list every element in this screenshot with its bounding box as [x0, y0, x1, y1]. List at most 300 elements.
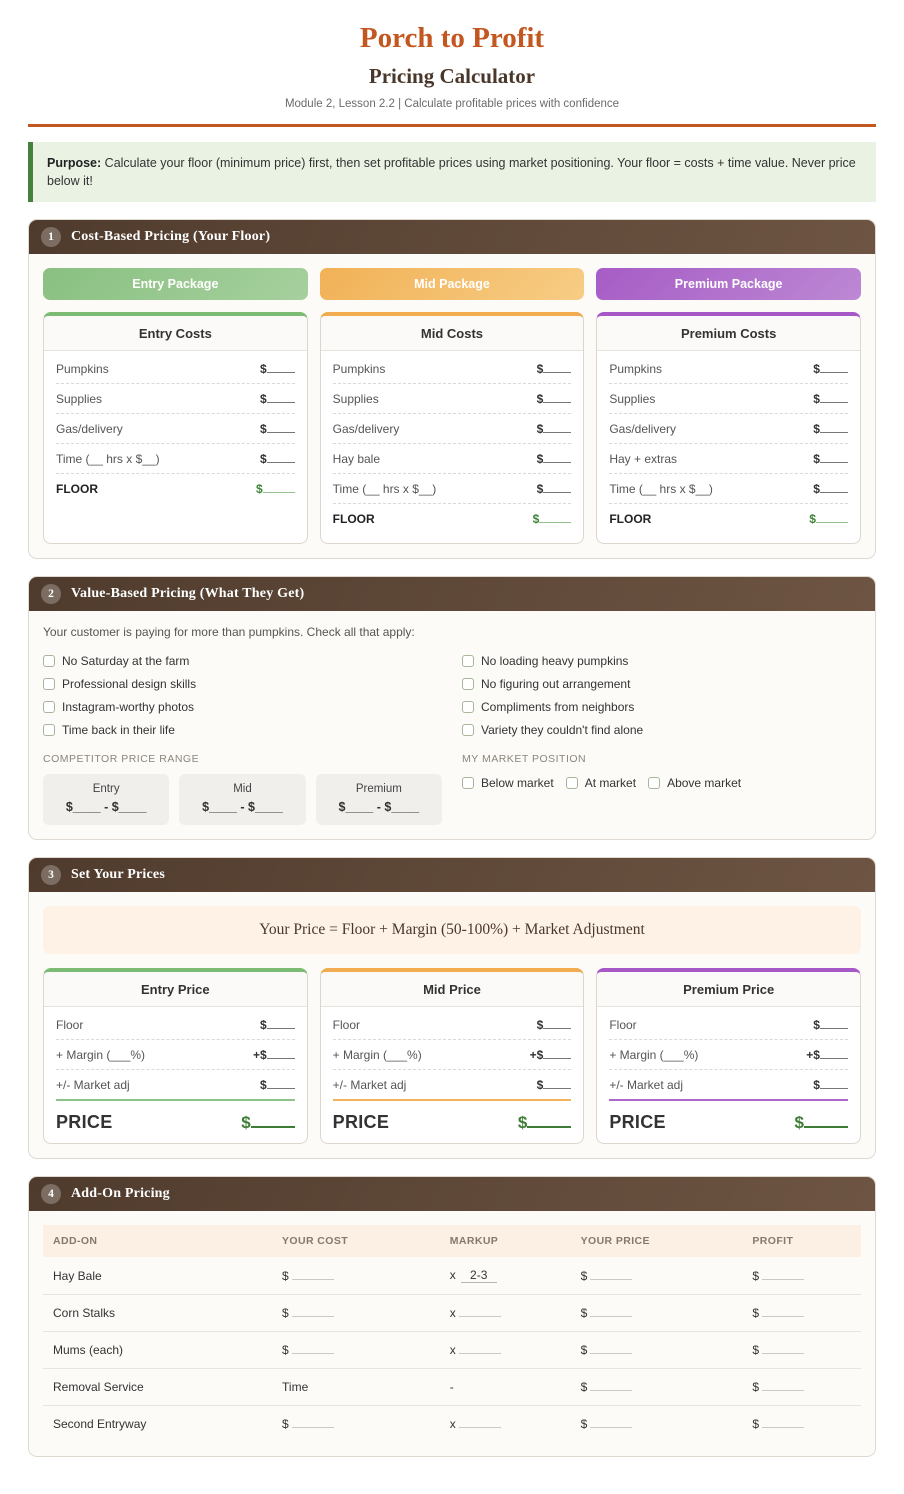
fill-in-blank [539, 514, 571, 523]
table-row-second-entryway [43, 1406, 861, 1443]
your-cost-cell [272, 1332, 440, 1369]
addon-name-cell: Corn Stalks [43, 1295, 272, 1332]
fill-in-blank [292, 1419, 334, 1428]
range-box-values: $____ - $____ [338, 800, 420, 815]
fill-in-blank [762, 1308, 804, 1317]
your-cost-cell [272, 1257, 440, 1295]
fill-in-blank [292, 1271, 334, 1280]
checkbox-icon[interactable] [462, 655, 474, 667]
value-intro-text: Your customer is paying for more than pumpkins. Check all that apply: [43, 625, 415, 640]
checkbox-icon[interactable] [462, 777, 474, 789]
currency-prefix: $ [813, 452, 820, 467]
section-1-header [29, 220, 875, 254]
fill-in-blank [251, 1119, 295, 1128]
section-1-title: Cost-Based Pricing (Your Floor) [71, 229, 271, 245]
cost-row [56, 354, 295, 384]
cost-row-label: Supplies [332, 392, 379, 407]
section-1-number-badge: 1 [41, 227, 61, 247]
price-total-row [609, 1103, 848, 1133]
fill-in-blank [543, 484, 571, 493]
cost-row-value [537, 482, 572, 496]
checkbox-label: Instagram-worthy photos [62, 699, 195, 714]
markup-cell [440, 1295, 571, 1332]
price-row-value [253, 1048, 295, 1062]
currency-prefix: $ [282, 1417, 289, 1432]
currency-prefix: $ [536, 1078, 544, 1093]
cost-row-label: Time (__ hrs x $__) [56, 452, 160, 467]
your-cost-column-header: YOUR COST [272, 1225, 440, 1257]
currency-prefix: $ [813, 392, 820, 407]
fill-in-blank [459, 1345, 501, 1354]
cost-cards-row [43, 312, 861, 544]
markup-cell [440, 1406, 571, 1443]
fill-in-blank [543, 364, 571, 373]
currency-prefix: $ [536, 452, 544, 467]
purpose-text: Calculate your floor (minimum price) first, then set profitable prices using market positioning. Your floor = costs + time value. Never price below it! [47, 156, 856, 189]
cost-row-value [813, 362, 848, 376]
cost-row-value [813, 482, 848, 496]
fill-in-blank [820, 424, 848, 433]
section-3-body [29, 892, 875, 1158]
currency-prefix: $ [536, 422, 544, 437]
price-row-value [260, 1078, 295, 1092]
fill-in-blank [267, 1050, 295, 1059]
price-row-value [530, 1048, 572, 1062]
currency-prefix: $ [282, 1306, 289, 1321]
fill-in-blank [292, 1308, 334, 1317]
price-row [333, 1040, 572, 1070]
checkbox-icon[interactable] [43, 724, 55, 736]
price-row-value [806, 1048, 848, 1062]
section-4-title: Add-On Pricing [71, 1186, 170, 1202]
checkbox-icon[interactable] [462, 701, 474, 713]
section-4-number-badge: 4 [41, 1184, 61, 1204]
fill-in-blank [762, 1345, 804, 1354]
fill-in-blank [263, 484, 295, 493]
value-check-item [43, 695, 442, 718]
currency-prefix: $ [752, 1343, 760, 1358]
price-card-mid [320, 968, 585, 1144]
currency-prefix: $ [580, 1343, 588, 1358]
currency-prefix: $ [813, 422, 820, 437]
table-row-corn-stalks [43, 1295, 861, 1332]
floor-row [333, 504, 572, 533]
cost-row-label: Hay bale [332, 452, 381, 467]
cost-row [333, 474, 572, 504]
profit-cell [742, 1406, 861, 1443]
cost-row-label: Supplies [609, 392, 656, 407]
currency-prefix: $ [752, 1380, 760, 1395]
section-1-body [29, 254, 875, 558]
price-row-value [813, 1018, 848, 1032]
fill-in-blank [267, 394, 295, 403]
cost-row [333, 354, 572, 384]
value-check-item [462, 649, 861, 672]
currency-prefix: $ [752, 1268, 760, 1283]
section-3-number-badge: 3 [41, 865, 61, 885]
currency-prefix: $ [813, 362, 820, 377]
price-card-mid-title: Mid Price [321, 972, 584, 1007]
cost-row-label: Time (__ hrs x $__) [609, 482, 713, 497]
currency-prefix: $ [259, 452, 267, 467]
price-row [333, 1070, 572, 1101]
fill-in-blank [543, 424, 571, 433]
profit-cell [742, 1257, 861, 1295]
currency-prefix: $ [536, 392, 544, 407]
price-row-value [537, 1018, 572, 1032]
cost-row [609, 474, 848, 504]
section-2-title: Value-Based Pricing (What They Get) [71, 586, 305, 602]
addon-name-cell: Second Entryway [53, 1417, 147, 1432]
range-box-mid [179, 774, 305, 825]
cost-card-mid [320, 312, 585, 544]
cost-row-value [537, 422, 572, 436]
currency-prefix: $ [809, 512, 816, 527]
price-row [56, 1040, 295, 1070]
cost-row [56, 384, 295, 414]
checkbox-label: Professional design skills [62, 676, 197, 691]
markup-column-header: MARKUP [440, 1225, 571, 1257]
currency-prefix: $ [259, 1018, 267, 1033]
value-checkbox-grid [43, 649, 861, 741]
currency-prefix: +$ [806, 1048, 820, 1063]
currency-prefix: $ [752, 1306, 760, 1321]
filled-in-value: 2-3 [461, 1268, 497, 1283]
your-price-cell [571, 1406, 743, 1443]
checkbox-label: Below market [481, 776, 554, 791]
purpose-banner [28, 142, 876, 202]
cost-row-value [813, 422, 848, 436]
price-row [56, 1070, 295, 1101]
cost-row [333, 414, 572, 444]
currency-prefix: $ [580, 1268, 588, 1283]
cost-row [56, 414, 295, 444]
checkbox-column-left [43, 649, 442, 741]
price-row-label: + Margin (___%) [56, 1048, 146, 1063]
price-row-label: Floor [332, 1018, 360, 1033]
market-position-options [462, 774, 861, 792]
range-box-values: $____ - $____ [65, 800, 147, 815]
price-row-label: + Margin (___%) [332, 1048, 422, 1063]
currency-prefix: +$ [252, 1048, 267, 1063]
table-row-hay-bale [43, 1257, 861, 1295]
price-card-entry-title: Entry Price [44, 972, 307, 1007]
currency-prefix: $ [580, 1380, 588, 1395]
currency-prefix: $ [813, 1018, 820, 1033]
brand-title: Porch to Profit [359, 22, 545, 54]
checkbox-icon[interactable] [462, 724, 474, 736]
checkbox-icon[interactable] [462, 678, 474, 690]
fill-in-blank [590, 1308, 632, 1317]
checkbox-icon[interactable] [43, 655, 55, 667]
price-total-value [241, 1113, 294, 1133]
table-row-removal-service [43, 1369, 861, 1406]
checkbox-icon[interactable] [43, 701, 55, 713]
cost-row-value [813, 392, 848, 406]
section-2-header [29, 577, 875, 611]
value-check-item [43, 672, 442, 695]
price-row-label: + Margin (___%) [609, 1048, 699, 1063]
your-cost-cell [272, 1295, 440, 1332]
cost-row-value [537, 362, 572, 376]
cost-row [333, 444, 572, 474]
fill-in-blank [804, 1119, 848, 1128]
cost-row-label: Time (__ hrs x $__) [332, 482, 437, 497]
floor-row-value [256, 482, 295, 496]
currency-prefix: $ [580, 1417, 588, 1432]
markup-cell [440, 1257, 571, 1295]
range-box-name: Premium [355, 783, 402, 796]
fill-in-blank [820, 364, 848, 373]
your-price-cell [571, 1257, 743, 1295]
price-card-premium [596, 968, 861, 1144]
price-total-label: PRICE [609, 1112, 666, 1133]
checkbox-label: Compliments from neighbors [481, 699, 635, 714]
addon-column-header: ADD-ON [43, 1225, 272, 1257]
cost-card-entry [43, 312, 308, 544]
value-check-item [43, 649, 442, 672]
price-card-entry [43, 968, 308, 1144]
section-add-on-pricing [28, 1176, 876, 1457]
price-row-label: +/- Market adj [332, 1078, 407, 1093]
currency-prefix: $ [259, 422, 267, 437]
your-cost-cell [272, 1406, 440, 1443]
currency-prefix: $ [259, 392, 267, 407]
range-box-name: Entry [92, 783, 120, 796]
price-row [609, 1040, 848, 1070]
floor-row-value [533, 512, 572, 526]
cost-row-value [537, 392, 572, 406]
fill-in-blank [590, 1345, 632, 1354]
profit-column-header: PROFIT [742, 1225, 861, 1257]
profit-cell [742, 1332, 861, 1369]
currency-prefix: $ [532, 512, 540, 527]
your-price-column-header: YOUR PRICE [571, 1225, 743, 1257]
currency-prefix: $ [536, 362, 544, 377]
currency-prefix: $ [752, 1417, 760, 1432]
cost-card-premium [596, 312, 861, 544]
price-row-label: Floor [609, 1018, 637, 1033]
cost-row [609, 414, 848, 444]
fill-in-blank [267, 1020, 295, 1029]
price-row [333, 1010, 572, 1040]
checkbox-column-right [462, 649, 861, 741]
fill-in-blank [820, 1020, 848, 1029]
fill-in-blank [820, 1080, 848, 1089]
cost-row-value [813, 452, 848, 466]
currency-prefix: $ [517, 1113, 528, 1133]
cost-row [56, 444, 295, 474]
cost-row [609, 354, 848, 384]
value-check-item [462, 695, 861, 718]
currency-prefix: $ [259, 362, 267, 377]
position-option-below [462, 774, 554, 792]
cost-row [609, 444, 848, 474]
fill-in-blank [543, 1020, 571, 1029]
addon-pricing-table [43, 1225, 861, 1442]
cost-row-label: Supplies [56, 392, 103, 407]
cost-row-label: Pumpkins [332, 362, 386, 377]
markup-cell [440, 1332, 571, 1369]
value-check-item [462, 718, 861, 741]
cost-row-value [537, 452, 572, 466]
currency-prefix: $ [259, 1078, 267, 1093]
section-set-your-prices [28, 857, 876, 1159]
cost-card-premium-title: Premium Costs [597, 316, 860, 351]
your-price-cell [571, 1332, 743, 1369]
document-header [28, 22, 876, 127]
range-box-name: Mid [233, 783, 252, 796]
cost-row-value [260, 452, 295, 466]
checkbox-label: Above market [667, 776, 742, 791]
competitor-range-block [43, 753, 442, 825]
cost-row-value [260, 422, 295, 436]
range-box-values: $____ - $____ [202, 800, 283, 815]
floor-row [609, 504, 848, 533]
your-price-cell [571, 1369, 743, 1406]
fill-in-blank [267, 454, 295, 463]
competitor-range-boxes [43, 774, 442, 825]
fill-in-blank [543, 394, 571, 403]
fill-in-blank [762, 1419, 804, 1428]
addon-table-header-row [43, 1225, 861, 1257]
fill-in-blank [762, 1271, 804, 1280]
fill-in-blank [590, 1271, 632, 1280]
checkbox-label: No figuring out arrangement [481, 676, 631, 691]
cost-row [333, 384, 572, 414]
section-4-header [29, 1177, 875, 1211]
section-3-title: Set Your Prices [71, 867, 165, 883]
currency-prefix: $ [282, 1268, 289, 1283]
competitor-range-label: COMPETITOR PRICE RANGE [43, 753, 200, 766]
cost-row-value [260, 362, 295, 376]
currency-prefix: +$ [529, 1048, 544, 1063]
fill-in-blank [459, 1419, 501, 1428]
range-box-entry [43, 774, 169, 825]
table-row-mums [43, 1332, 861, 1369]
checkbox-label: Time back in their life [62, 722, 175, 737]
fill-in-blank [820, 394, 848, 403]
currency-prefix: $ [813, 482, 820, 497]
cost-row [609, 384, 848, 414]
price-row [609, 1070, 848, 1101]
cost-row-label: Gas/delivery [332, 422, 400, 437]
package-pill-premium: Premium Package [596, 268, 861, 300]
markup-prefix: x [449, 1417, 456, 1432]
fill-in-blank [267, 1080, 295, 1089]
cost-text: Time [282, 1380, 309, 1395]
fill-in-blank [459, 1308, 501, 1317]
cost-card-mid-title: Mid Costs [321, 316, 584, 351]
package-pill-row [43, 268, 861, 300]
price-row-value [260, 1018, 295, 1032]
checkbox-label: At market [584, 776, 637, 791]
floor-row [56, 474, 295, 503]
fill-in-blank [590, 1382, 632, 1391]
market-position-block [462, 753, 861, 825]
section-2-number-badge: 2 [41, 584, 61, 604]
fill-in-blank [816, 514, 848, 523]
your-cost-cell [272, 1369, 440, 1406]
checkbox-label: Variety they couldn't find alone [481, 722, 644, 737]
addon-name-cell: Hay Bale [43, 1257, 272, 1295]
floor-row-label: FLOOR [332, 512, 375, 527]
currency-prefix: $ [580, 1306, 588, 1321]
profit-cell [742, 1369, 861, 1406]
fill-in-blank [543, 1050, 571, 1059]
addon-name-cell: Mums (each) [43, 1332, 272, 1369]
checkbox-icon[interactable] [566, 777, 578, 789]
markup-prefix: - [449, 1380, 454, 1395]
section-cost-based-pricing [28, 219, 876, 559]
cost-row-label: Pumpkins [609, 362, 663, 377]
price-row-label: +/- Market adj [609, 1078, 684, 1093]
profit-cell [742, 1295, 861, 1332]
fill-in-blank [292, 1345, 334, 1354]
position-option-at [566, 774, 636, 792]
fill-in-blank [820, 484, 848, 493]
your-price-cell [571, 1295, 743, 1332]
lesson-subtitle: Module 2, Lesson 2.2 | Calculate profitable prices with confidence [284, 98, 620, 110]
value-check-item [462, 672, 861, 695]
currency-prefix: $ [241, 1113, 251, 1133]
cost-row-label: Pumpkins [56, 362, 109, 377]
floor-row-label: FLOOR [609, 512, 652, 527]
price-total-value [795, 1113, 848, 1133]
price-total-label: PRICE [56, 1112, 113, 1133]
section-2-body [29, 611, 875, 839]
price-row [56, 1010, 295, 1040]
markup-prefix: x [449, 1268, 456, 1283]
value-check-item [43, 718, 442, 741]
fill-in-blank [543, 454, 571, 463]
range-box-premium [316, 774, 442, 825]
floor-row-value [809, 512, 848, 526]
checkbox-icon[interactable] [43, 678, 55, 690]
currency-prefix: $ [255, 482, 263, 497]
market-position-label: MY MARKET POSITION [462, 753, 587, 766]
price-cards-row [43, 968, 861, 1144]
price-card-premium-title: Premium Price [597, 972, 860, 1007]
price-total-row [56, 1103, 295, 1133]
fill-in-blank [820, 1050, 848, 1059]
currency-prefix: $ [536, 1018, 544, 1033]
price-total-value [518, 1113, 571, 1133]
price-row-value [537, 1078, 572, 1092]
cost-row-label: Gas/delivery [56, 422, 123, 437]
price-row-label: Floor [56, 1018, 84, 1033]
fill-in-blank [762, 1382, 804, 1391]
cost-row-label: Gas/delivery [609, 422, 677, 437]
pricing-formula-banner: Your Price = Floor + Margin (50-100%) + Market Adjustment [43, 906, 861, 954]
position-option-above [648, 774, 741, 792]
price-total-label: PRICE [332, 1112, 390, 1133]
currency-prefix: $ [794, 1113, 804, 1133]
addon-name-cell: Removal Service [43, 1369, 272, 1406]
fill-in-blank [820, 454, 848, 463]
checkbox-icon[interactable] [648, 777, 660, 789]
market-info-grid [43, 753, 861, 825]
fill-in-blank [267, 424, 295, 433]
cost-row-value [260, 392, 295, 406]
price-total-row [333, 1103, 572, 1133]
package-pill-entry: Entry Package [43, 268, 308, 300]
price-row-value [813, 1078, 848, 1092]
checkbox-label: No loading heavy pumpkins [481, 653, 629, 668]
currency-prefix: $ [536, 482, 544, 497]
price-row-label: +/- Market adj [56, 1078, 130, 1093]
page-title: Pricing Calculator [368, 64, 536, 88]
